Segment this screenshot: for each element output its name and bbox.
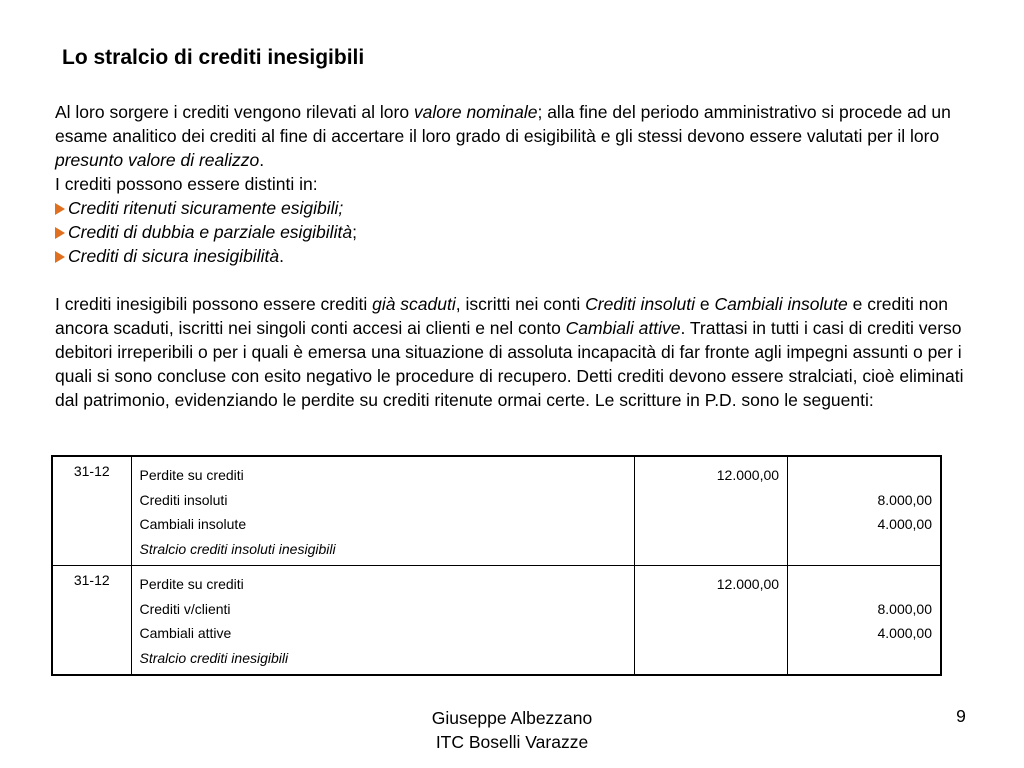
slide-body xyxy=(55,100,990,412)
account-line: Cambiali attive xyxy=(139,625,232,641)
text-italic: Cambiali insolute xyxy=(714,294,848,314)
account-line: Perdite su crediti xyxy=(139,576,244,592)
debit-amount: 12.000,00 xyxy=(716,467,780,483)
journal-table xyxy=(51,455,942,676)
debit-column xyxy=(635,456,788,566)
text-run: . Trattasi in tutti i casi di crediti verso debitori irreperibili o per i quali è emersa una situazione di assoluta incapacità di far fronte agli impegni assunti o per i quali si sono concluse con esito negativo le procedure di recupero. Detti crediti devono essere stralciati, cioè eliminati dal patrimonio, evidenziando le perdite su crediti ritenute ormai certe. Le scritture in P.D. sono le seguenti: xyxy=(55,318,964,410)
text-run: e crediti non ancora scaduti, iscritti nei singoli conti accesi ai clienti e nel conto xyxy=(55,294,948,338)
arrow-bullet-icon xyxy=(55,251,65,263)
list-item xyxy=(55,196,990,220)
arrow-bullet-icon xyxy=(55,227,65,239)
credit-amount: 4.000,00 xyxy=(877,625,932,641)
credit-spacer xyxy=(796,572,932,597)
credit-column xyxy=(788,456,941,566)
list-item-text: Crediti di dubbia e parziale esigibilità xyxy=(68,222,353,242)
list-intro: I crediti possono essere distinti in: xyxy=(55,174,318,194)
text-run: Al loro sorgere i crediti vengono rilevati al loro xyxy=(55,102,414,122)
journal-entry-row xyxy=(52,566,941,676)
paragraph-intro xyxy=(55,100,990,172)
arrow-bullet-icon xyxy=(55,203,65,215)
entry-date: 31-12 xyxy=(52,456,131,566)
footer-school: ITC Boselli Varazze xyxy=(435,732,589,752)
text-run: , iscritti nei conti xyxy=(455,294,586,314)
entry-note: Stralcio crediti inesigibili xyxy=(139,649,289,666)
paragraph-inesigibili xyxy=(55,292,990,412)
account-line: Crediti v/clienti xyxy=(139,600,231,617)
text-run: e xyxy=(695,294,715,314)
entry-note: Stralcio crediti insoluti inesigibili xyxy=(139,540,336,557)
slide-title: Lo stralcio di crediti inesigibili xyxy=(62,46,365,69)
text-italic: Crediti insoluti xyxy=(585,294,696,314)
text-run: I crediti inesigibili possono essere crediti xyxy=(55,294,373,314)
text-run: . xyxy=(259,150,265,170)
text-italic: valore nominale xyxy=(413,102,538,122)
account-line: Crediti insoluti xyxy=(139,491,228,508)
text-italic: presunto valore di realizzo xyxy=(55,150,260,170)
text-italic: Cambiali attive xyxy=(565,318,681,338)
credit-spacer xyxy=(796,463,932,488)
text-italic: già scaduti xyxy=(372,294,456,314)
account-line: Cambiali insolute xyxy=(139,516,247,532)
footer-author: Giuseppe Albezzano xyxy=(431,708,593,728)
list-item xyxy=(55,244,990,268)
entry-description xyxy=(131,456,635,566)
debit-amount: 12.000,00 xyxy=(716,576,780,592)
spacer xyxy=(55,268,990,292)
text-run: ; alla fine del periodo amministrativo si procede ad un esame analitico dei crediti al fine di accertare il loro grado di esigibilità e gli stessi devono essere valutati per il loro xyxy=(55,102,951,146)
journal-entry-row xyxy=(52,456,941,566)
credit-amount: 8.000,00 xyxy=(877,600,932,617)
entry-date: 31-12 xyxy=(52,566,131,676)
list-item-text: Crediti di sicura inesigibilità xyxy=(68,246,280,266)
list-item xyxy=(55,220,990,244)
credit-amount: 8.000,00 xyxy=(877,491,932,508)
debit-column xyxy=(635,566,788,676)
account-line: Perdite su crediti xyxy=(139,467,244,483)
entry-description xyxy=(131,566,635,676)
page-number: 9 xyxy=(956,706,966,726)
footer-credits xyxy=(412,706,612,754)
list-item-suffix: . xyxy=(279,246,284,266)
credit-amount: 4.000,00 xyxy=(877,516,932,532)
list-item-text: Crediti ritenuti sicuramente esigibili; xyxy=(68,198,344,218)
credit-column xyxy=(788,566,941,676)
list-item-suffix: ; xyxy=(352,222,357,242)
